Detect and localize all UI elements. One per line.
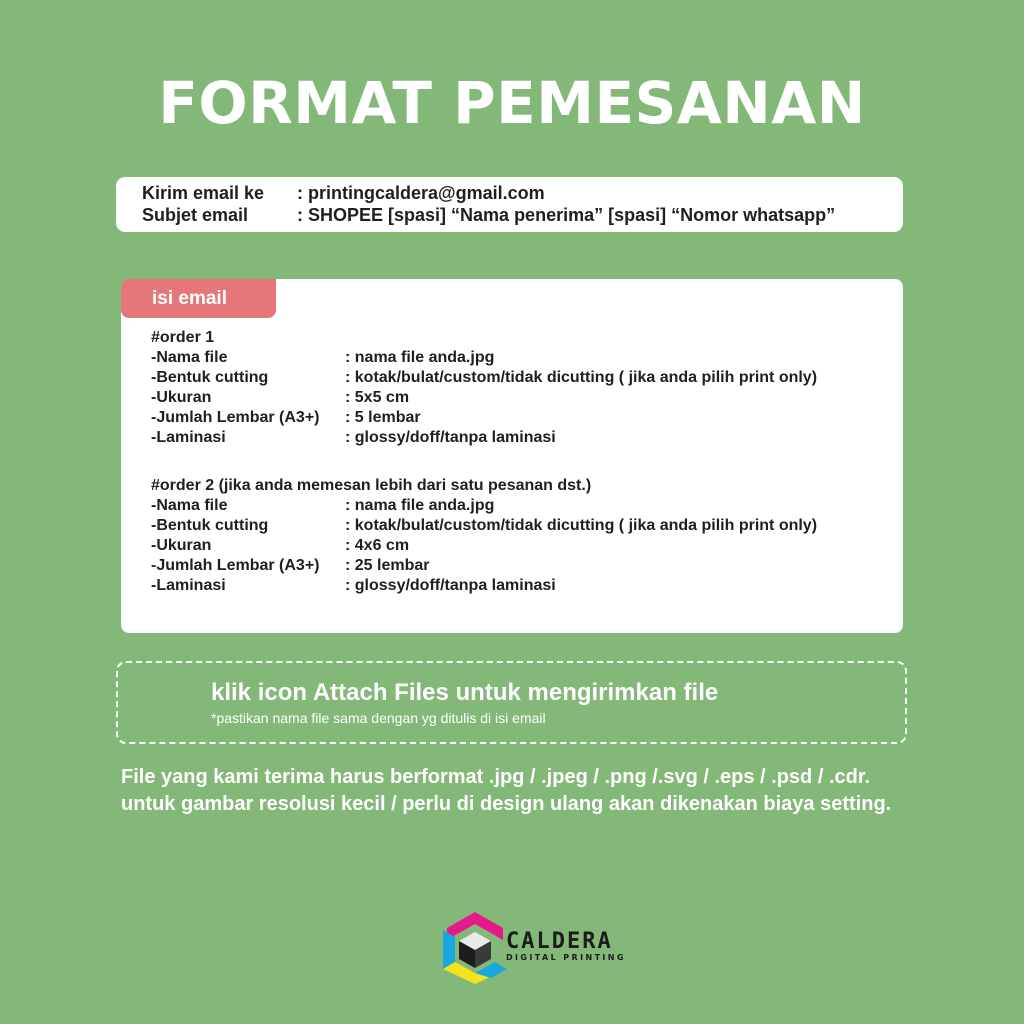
- field-key: -Bentuk cutting: [151, 369, 269, 386]
- field-value: : nama file anda.jpg: [345, 497, 495, 514]
- email-subject-value: : SHOPEE [spasi] “Nama penerima” [spasi] “Nomor whatsapp”: [297, 205, 836, 225]
- field-key: -Nama file: [151, 497, 228, 514]
- field-value: : 25 lembar: [345, 557, 430, 574]
- field-value: : glossy/doff/tanpa laminasi: [345, 577, 556, 594]
- field-value: : kotak/bulat/custom/tidak dicutting ( jika anda pilih print only): [345, 517, 818, 534]
- field-value: : kotak/bulat/custom/tidak dicutting ( jika anda pilih print only): [345, 369, 818, 386]
- caldera-cube-logo-icon: [441, 910, 509, 985]
- logo-tagline: DIGITAL PRINTING: [506, 953, 626, 962]
- logo-name: CALDERA: [506, 929, 613, 954]
- field-value: : 5x5 cm: [345, 389, 410, 406]
- field-key: -Jumlah Lembar (A3+): [151, 409, 320, 426]
- format-info-line-1: File yang kami terima harus berformat .jpg / .jpeg / .png /.svg / .eps / .psd / .cdr.: [121, 766, 871, 788]
- email-to-label: Kirim email ke: [142, 183, 265, 203]
- field-value: : 5 lembar: [345, 409, 421, 426]
- attach-note-sub: *pastikan nama file sama dengan yg ditulis di isi email: [211, 710, 546, 726]
- isi-email-tab: isi email: [121, 279, 276, 318]
- field-key: -Ukuran: [151, 537, 212, 554]
- format-info-line-2: untuk gambar resolusi kecil / perlu di design ulang akan dikenakan biaya setting.: [121, 793, 892, 815]
- page-title: FORMAT PEMESANAN: [158, 69, 866, 137]
- field-key: -Laminasi: [151, 577, 226, 594]
- format-info: [121, 764, 911, 818]
- order-1-heading: #order 1: [151, 329, 215, 346]
- field-key: -Laminasi: [151, 429, 226, 446]
- attach-note-main: klik icon Attach Files untuk mengirimkan file: [211, 679, 719, 706]
- field-key: -Nama file: [151, 349, 228, 366]
- field-key: -Ukuran: [151, 389, 212, 406]
- order-2-heading: #order 2 (jika anda memesan lebih dari satu pesanan dst.): [151, 477, 592, 494]
- field-value: : glossy/doff/tanpa laminasi: [345, 429, 556, 446]
- email-header-card: [116, 177, 903, 232]
- email-subject-label: Subjet email: [142, 205, 249, 225]
- field-key: -Bentuk cutting: [151, 517, 269, 534]
- field-key: -Jumlah Lembar (A3+): [151, 557, 320, 574]
- field-value: : 4x6 cm: [345, 537, 410, 554]
- field-value: : nama file anda.jpg: [345, 349, 495, 366]
- email-to-value: : printingcaldera@gmail.com: [297, 183, 545, 203]
